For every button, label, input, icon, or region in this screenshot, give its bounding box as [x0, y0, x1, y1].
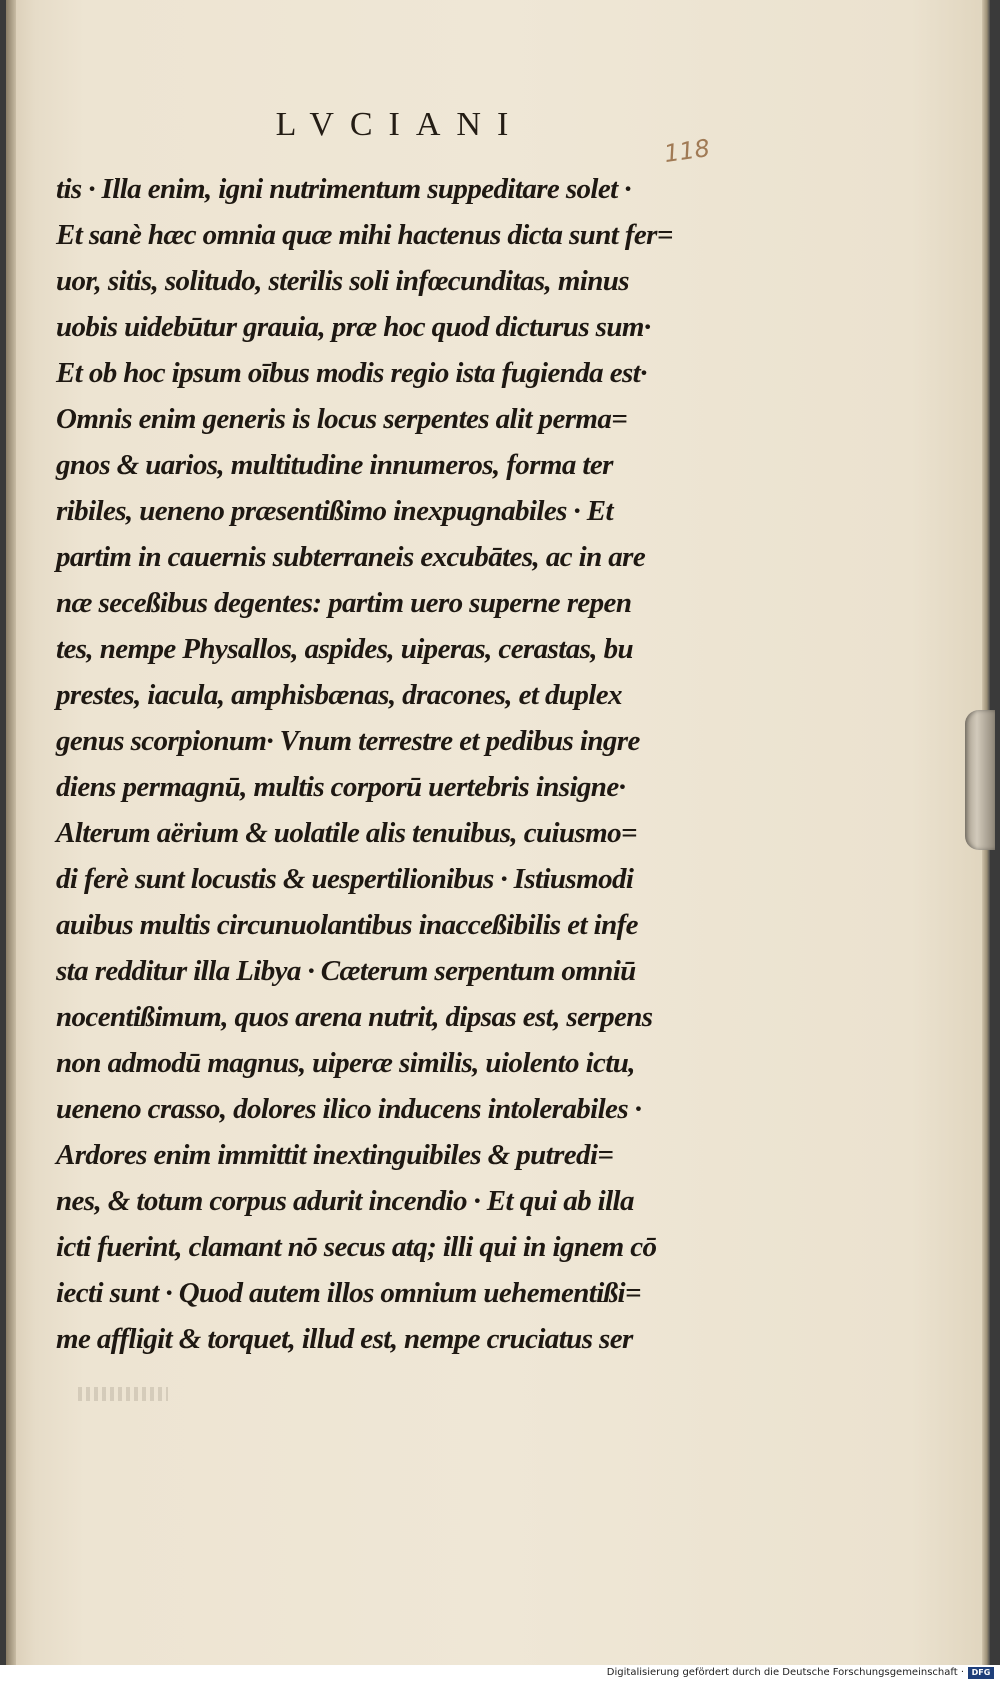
text-line: genus scorpionum· Vnum terrestre et pedibus ingre: [56, 725, 640, 757]
text-line: Et sanè hæc omnia quæ mihi hactenus dicta sunt fer=: [56, 219, 673, 251]
text-line: prestes, iacula, amphisbænas, dracones, et duplex: [56, 679, 622, 711]
text-line: næ seceßibus degentes: partim uero superne repen: [56, 587, 632, 619]
page-tab-marker: [965, 710, 995, 850]
text-line: non admodū magnus, uiperæ similis, uiolento ictu,: [56, 1047, 635, 1079]
text-line: Ardores enim immittit inextinguibiles & putredi=: [56, 1139, 614, 1171]
text-line: icti fuerint, clamant nō secus atq; illi qui in ignem cō: [56, 1231, 657, 1263]
text-line: tes, nempe Physallos, aspides, uiperas, cerastas, bu: [56, 633, 634, 665]
text-line: uobis uidebūtur grauia, præ hoc quod dicturus sum·: [56, 311, 651, 343]
show-through-smudge: [78, 1387, 168, 1401]
text-line: uor, sitis, solitudo, sterilis soli infœcunditas, minus: [56, 265, 629, 297]
text-line: di ferè sunt locustis & uespertilionibus · Istiusmodi: [56, 863, 634, 895]
footer-credit: Digitalisierung gefördert durch die Deutsche Forschungsgemeinschaft ·: [606, 1667, 964, 1678]
text-line: diens permagnū, multis corporū uertebris insigne·: [56, 771, 626, 803]
text-line: sta redditur illa Libya · Cæterum serpentum omniū: [56, 955, 636, 987]
page-spine: [6, 0, 16, 1665]
text-line: gnos & uarios, multitudine innumeros, forma ter: [56, 449, 613, 481]
text-line: partim in cauernis subterraneis excubātes, ac in are: [56, 541, 646, 573]
folio-handwritten-number: 118: [662, 133, 712, 169]
text-line: auibus multis circunuolantibus inacceßibilis et infe: [56, 909, 638, 941]
dfg-logo: DFG: [968, 1667, 994, 1679]
running-head: LVCIANI: [275, 106, 525, 143]
text-line: nocentißimum, quos arena nutrit, dipsas est, serpens: [56, 1001, 653, 1033]
text-line: me affligit & torquet, illud est, nempe cruciatus ser: [56, 1323, 633, 1355]
text-block: [56, 166, 746, 1362]
text-line: Omnis enim generis is locus serpentes alit perma=: [56, 403, 628, 435]
text-line: Et ob hoc ipsum oībus modis regio ista fugienda est·: [56, 357, 647, 389]
text-line: ribiles, ueneno præsentißimo inexpugnabiles · Et: [56, 495, 613, 527]
text-line: iecti sunt · Quod autem illos omnium uehementißi=: [56, 1277, 641, 1309]
text-line: Alterum aërium & uolatile alis tenuibus, cuiusmo=: [56, 817, 637, 849]
text-line: nes, & totum corpus adurit incendio · Et qui ab illa: [56, 1185, 634, 1217]
text-line: ueneno crasso, dolores ilico inducens intolerabiles ·: [56, 1093, 642, 1125]
text-line: tis · Illa enim, igni nutrimentum suppeditare solet ·: [56, 173, 631, 205]
